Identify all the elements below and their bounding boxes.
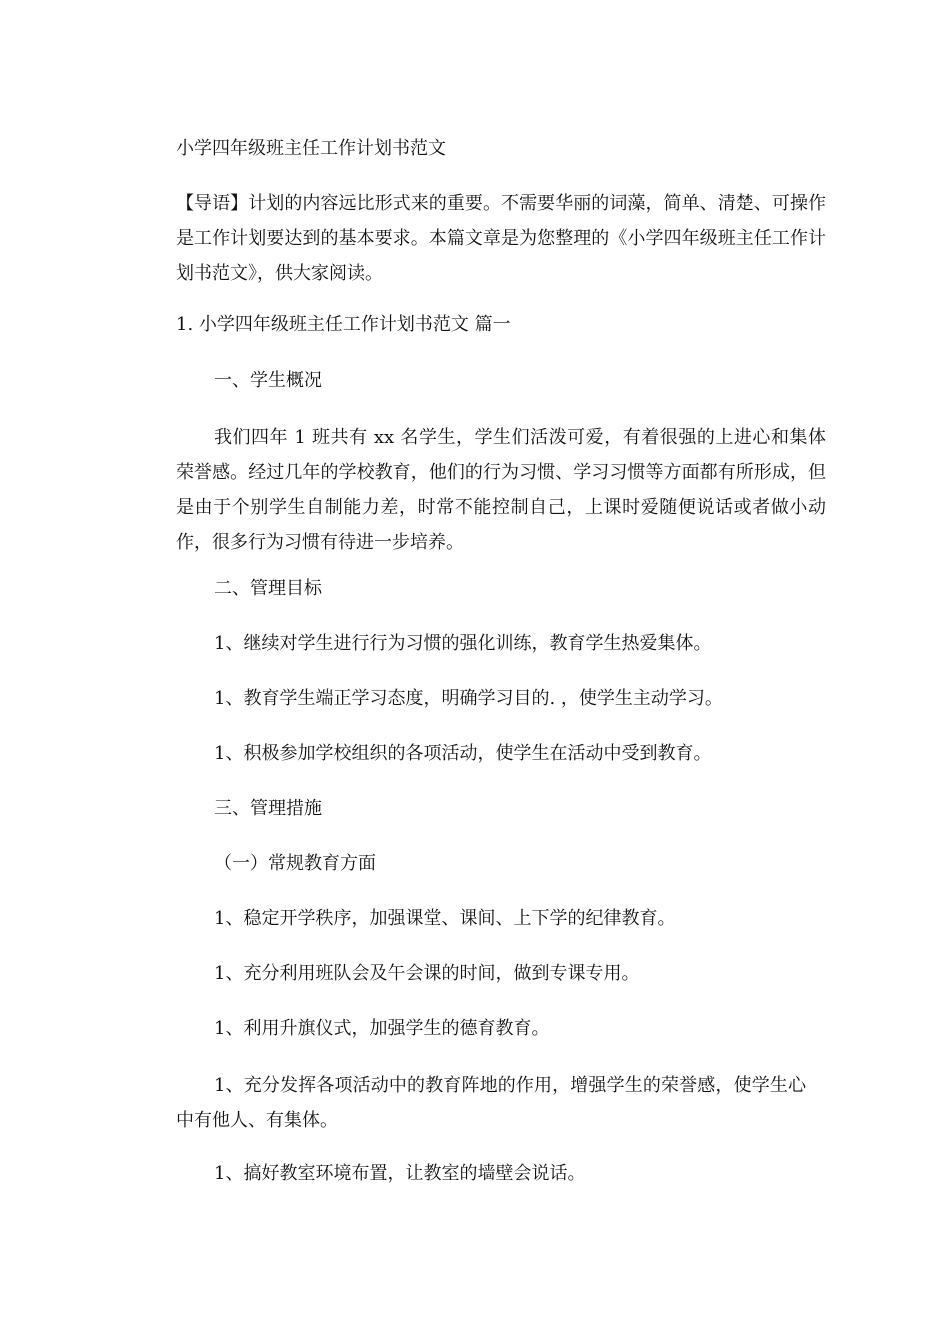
students-paragraph: 我们四年 1 班共有 xx 名学生，学生们活泼可爱，有着很强的上进心和集体荣誉感。经过几年的学校教育，他们的行为习惯、学习习惯等方面都有所形成，但是由于个别学生自制能力差，时常不能控制自己，上课时爱随便说话或者做小动作，很多行为习惯有待进一步培养。 bbox=[176, 427, 826, 553]
routine-item: 1、搞好教室环境布置，让教室的墙壁会说话。 bbox=[214, 1163, 586, 1184]
routine-item-long: 1、充分发挥各项活动中的教育阵地的作用，增强学生的荣誉感，使学生心中有他人、有集体。 bbox=[176, 1075, 806, 1131]
goal-item: 1、教育学生端正学习态度，明确学习目的. ，使学生主动学习。 bbox=[214, 688, 723, 709]
routine-item: 1、稳定开学秩序，加强课堂、课间、上下学的纪律教育。 bbox=[214, 908, 676, 929]
section-heading: 1. 小学四年级班主任工作计划书范文 篇一 bbox=[176, 314, 511, 335]
document-title: 小学四年级班主任工作计划书范文 bbox=[176, 138, 446, 159]
heading-measures: 三、管理措施 bbox=[214, 798, 322, 819]
goal-item: 1、继续对学生进行行为习惯的强化训练，教育学生热爱集体。 bbox=[214, 633, 712, 654]
heading-students: 一、学生概况 bbox=[214, 370, 322, 391]
heading-routine: （一）常规教育方面 bbox=[214, 853, 376, 874]
intro-paragraph: 【导语】计划的内容远比形式来的重要。不需要华丽的词藻，简单、清楚、可操作是工作计划要达到的基本要求。本篇文章是为您整理的《小学四年级班主任工作计划书范文》，供大家阅读。 bbox=[176, 193, 826, 284]
routine-item: 1、利用升旗仪式，加强学生的德育教育。 bbox=[214, 1018, 550, 1039]
routine-item: 1、充分利用班队会及午会课的时间，做到专课专用。 bbox=[214, 963, 640, 984]
goal-item: 1、积极参加学校组织的各项活动，使学生在活动中受到教育。 bbox=[214, 743, 712, 764]
heading-goals: 二、管理目标 bbox=[214, 578, 322, 599]
